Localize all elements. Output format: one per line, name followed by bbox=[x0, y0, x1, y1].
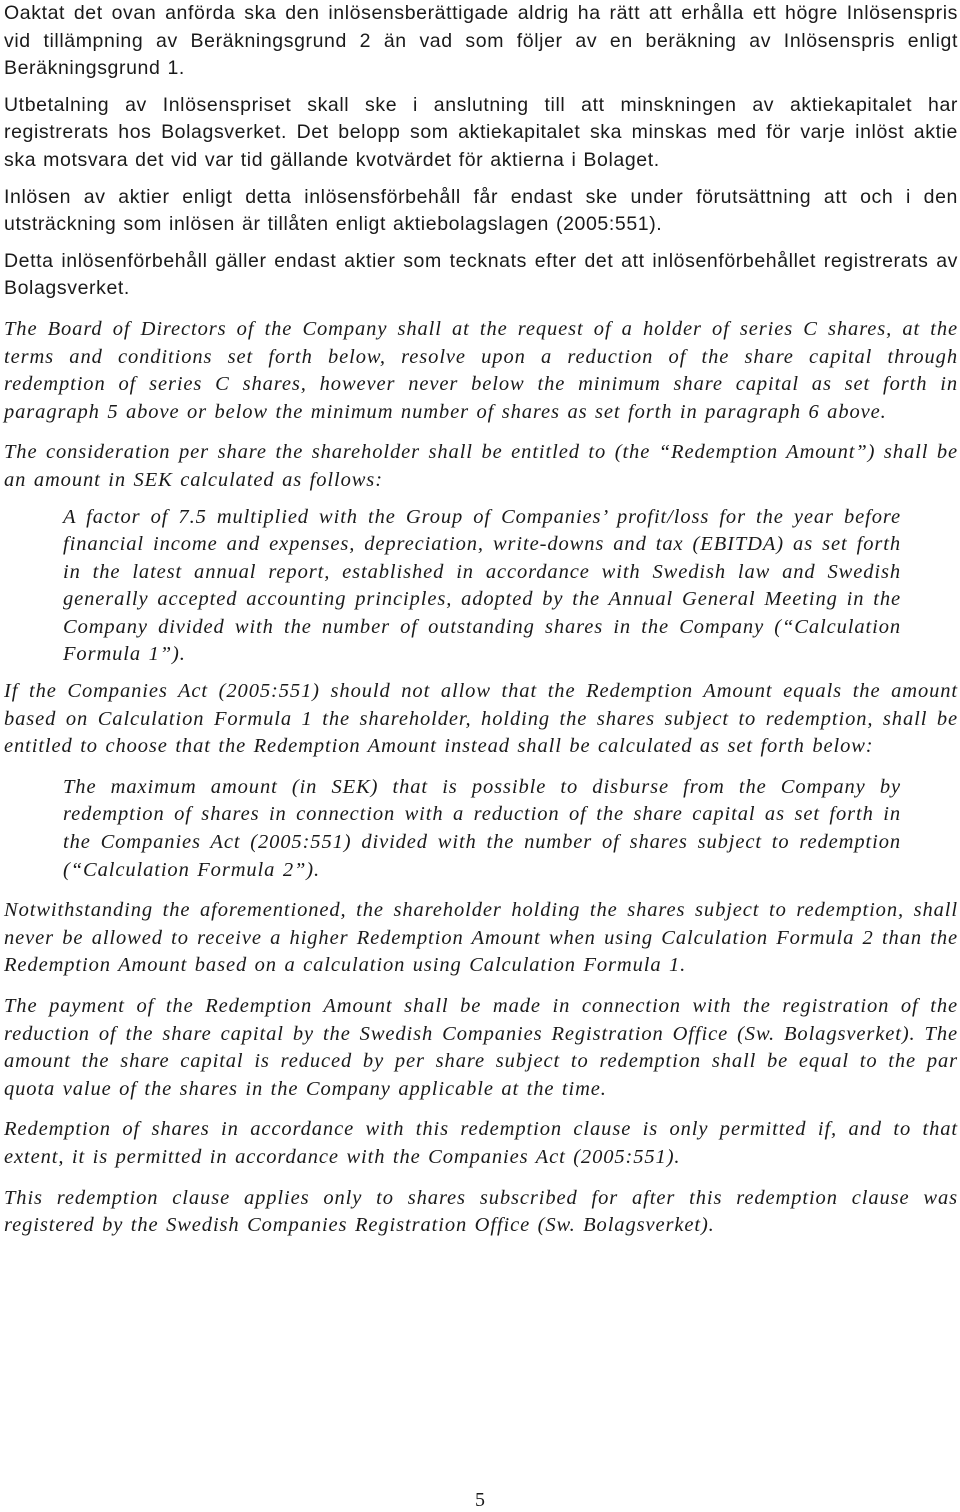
paragraph-payment-sv: Utbetalning av Inlösenspriset skall ske i anslutning till att minskningen av aktiekapitalet har registrerats hos Bolagsverket. Det belopp som aktiekapitalet ska minskas med för varje inlöst aktie ska motsvara det vid var tid gällande kvotvärdet för aktierna i Bolaget. bbox=[4, 93, 958, 171]
paragraph-notwithstanding-en: Notwithstanding the aforementioned, the shareholder holding the shares subject to redemption, shall never be allowed to receive a higher Redemption Amount when using Calculation Formula 2 than the Redemption Amount based on a calculation using Calculation Formula 1. bbox=[4, 899, 958, 977]
formula-1-block: A factor of 7.5 multiplied with the Group of Companies’ profit/loss for the year before financial income and expenses, depreciation, write-downs and tax (EBITDA) as set forth in the latest annual report, established in accordance with Swedish law and Swedish generally accepted accounting principles, adopted by the Annual General Meeting in the Company divided with the number of outstanding shares in the Company (“Calculation Formula 1”). bbox=[63, 505, 901, 666]
page-number: 5 bbox=[475, 1489, 485, 1511]
paragraph-payment-en: The payment of the Redemption Amount shall be made in connection with the registration of the reduction of the share capital by the Swedish Companies Registration Office (Sw. Bolagsverket). The amount the share capital is reduced by per share subject to redemption shall be equal to the par quota value of the shares in the Company applicable at the time. bbox=[4, 995, 958, 1100]
document-page bbox=[4, 0, 958, 1240]
paragraph-consideration-en: The consideration per share the shareholder shall be entitled to (the “Redemption Amount”) shall be an amount in SEK calculated as follows: bbox=[4, 441, 958, 491]
paragraph-applicability-en: This redemption clause applies only to shares subscribed for after this redemption clause was registered by the Swedish Companies Registration Office (Sw. Bolagsverket). bbox=[4, 1186, 958, 1237]
paragraph-redemption-condition-sv: Inlösen av aktier enligt detta inlösensförbehåll får endast ske under förutsättning att och i den utsträckning som inlösen är tillåten enligt aktiebolagslagen (2005:551). bbox=[4, 185, 958, 236]
paragraph-redemption-price-cap-sv: Oaktat det ovan anförda ska den inlösensberättigade aldrig ha rätt att erhålla ett högre Inlösenspris vid tillämpning av Beräkningsgrund 2 än vad som följer av en beräkning av Inlösenspris enligt Beräkningsgrund 1. bbox=[4, 2, 958, 80]
formula-2-block: The maximum amount (in SEK) that is possible to disburse from the Company by redemption of shares in connection with a reduction of the share capital as set forth in the Companies Act (2005:551) divided with the number of shares subject to redemption (“Calculation Formula 2”). bbox=[63, 775, 901, 881]
paragraph-scope-sv: Detta inlösenförbehåll gäller endast aktier som tecknats efter det att inlösenförbehållet registrerats av Bolagsverket. bbox=[4, 249, 958, 300]
paragraph-board-resolution-en: The Board of Directors of the Company shall at the request of a holder of series C shares, at the terms and conditions set forth below, resolve upon a reduction of the share capital through redemption of series C shares, however never below the minimum share capital as set forth in paragraph 5 above or below the minimum number of shares as set forth in paragraph 6 above. bbox=[4, 317, 958, 423]
paragraph-companies-act-en: If the Companies Act (2005:551) should not allow that the Redemption Amount equals the amount based on Calculation Formula 1 the shareholder, holding the shares subject to redemption, shall be entitled to choose that the Redemption Amount instead shall be calculated as set forth below: bbox=[4, 680, 958, 758]
paragraph-permitted-en: Redemption of shares in accordance with this redemption clause is only permitted if, and to that extent, it is permitted in accordance with the Companies Act (2005:551). bbox=[4, 1118, 958, 1168]
